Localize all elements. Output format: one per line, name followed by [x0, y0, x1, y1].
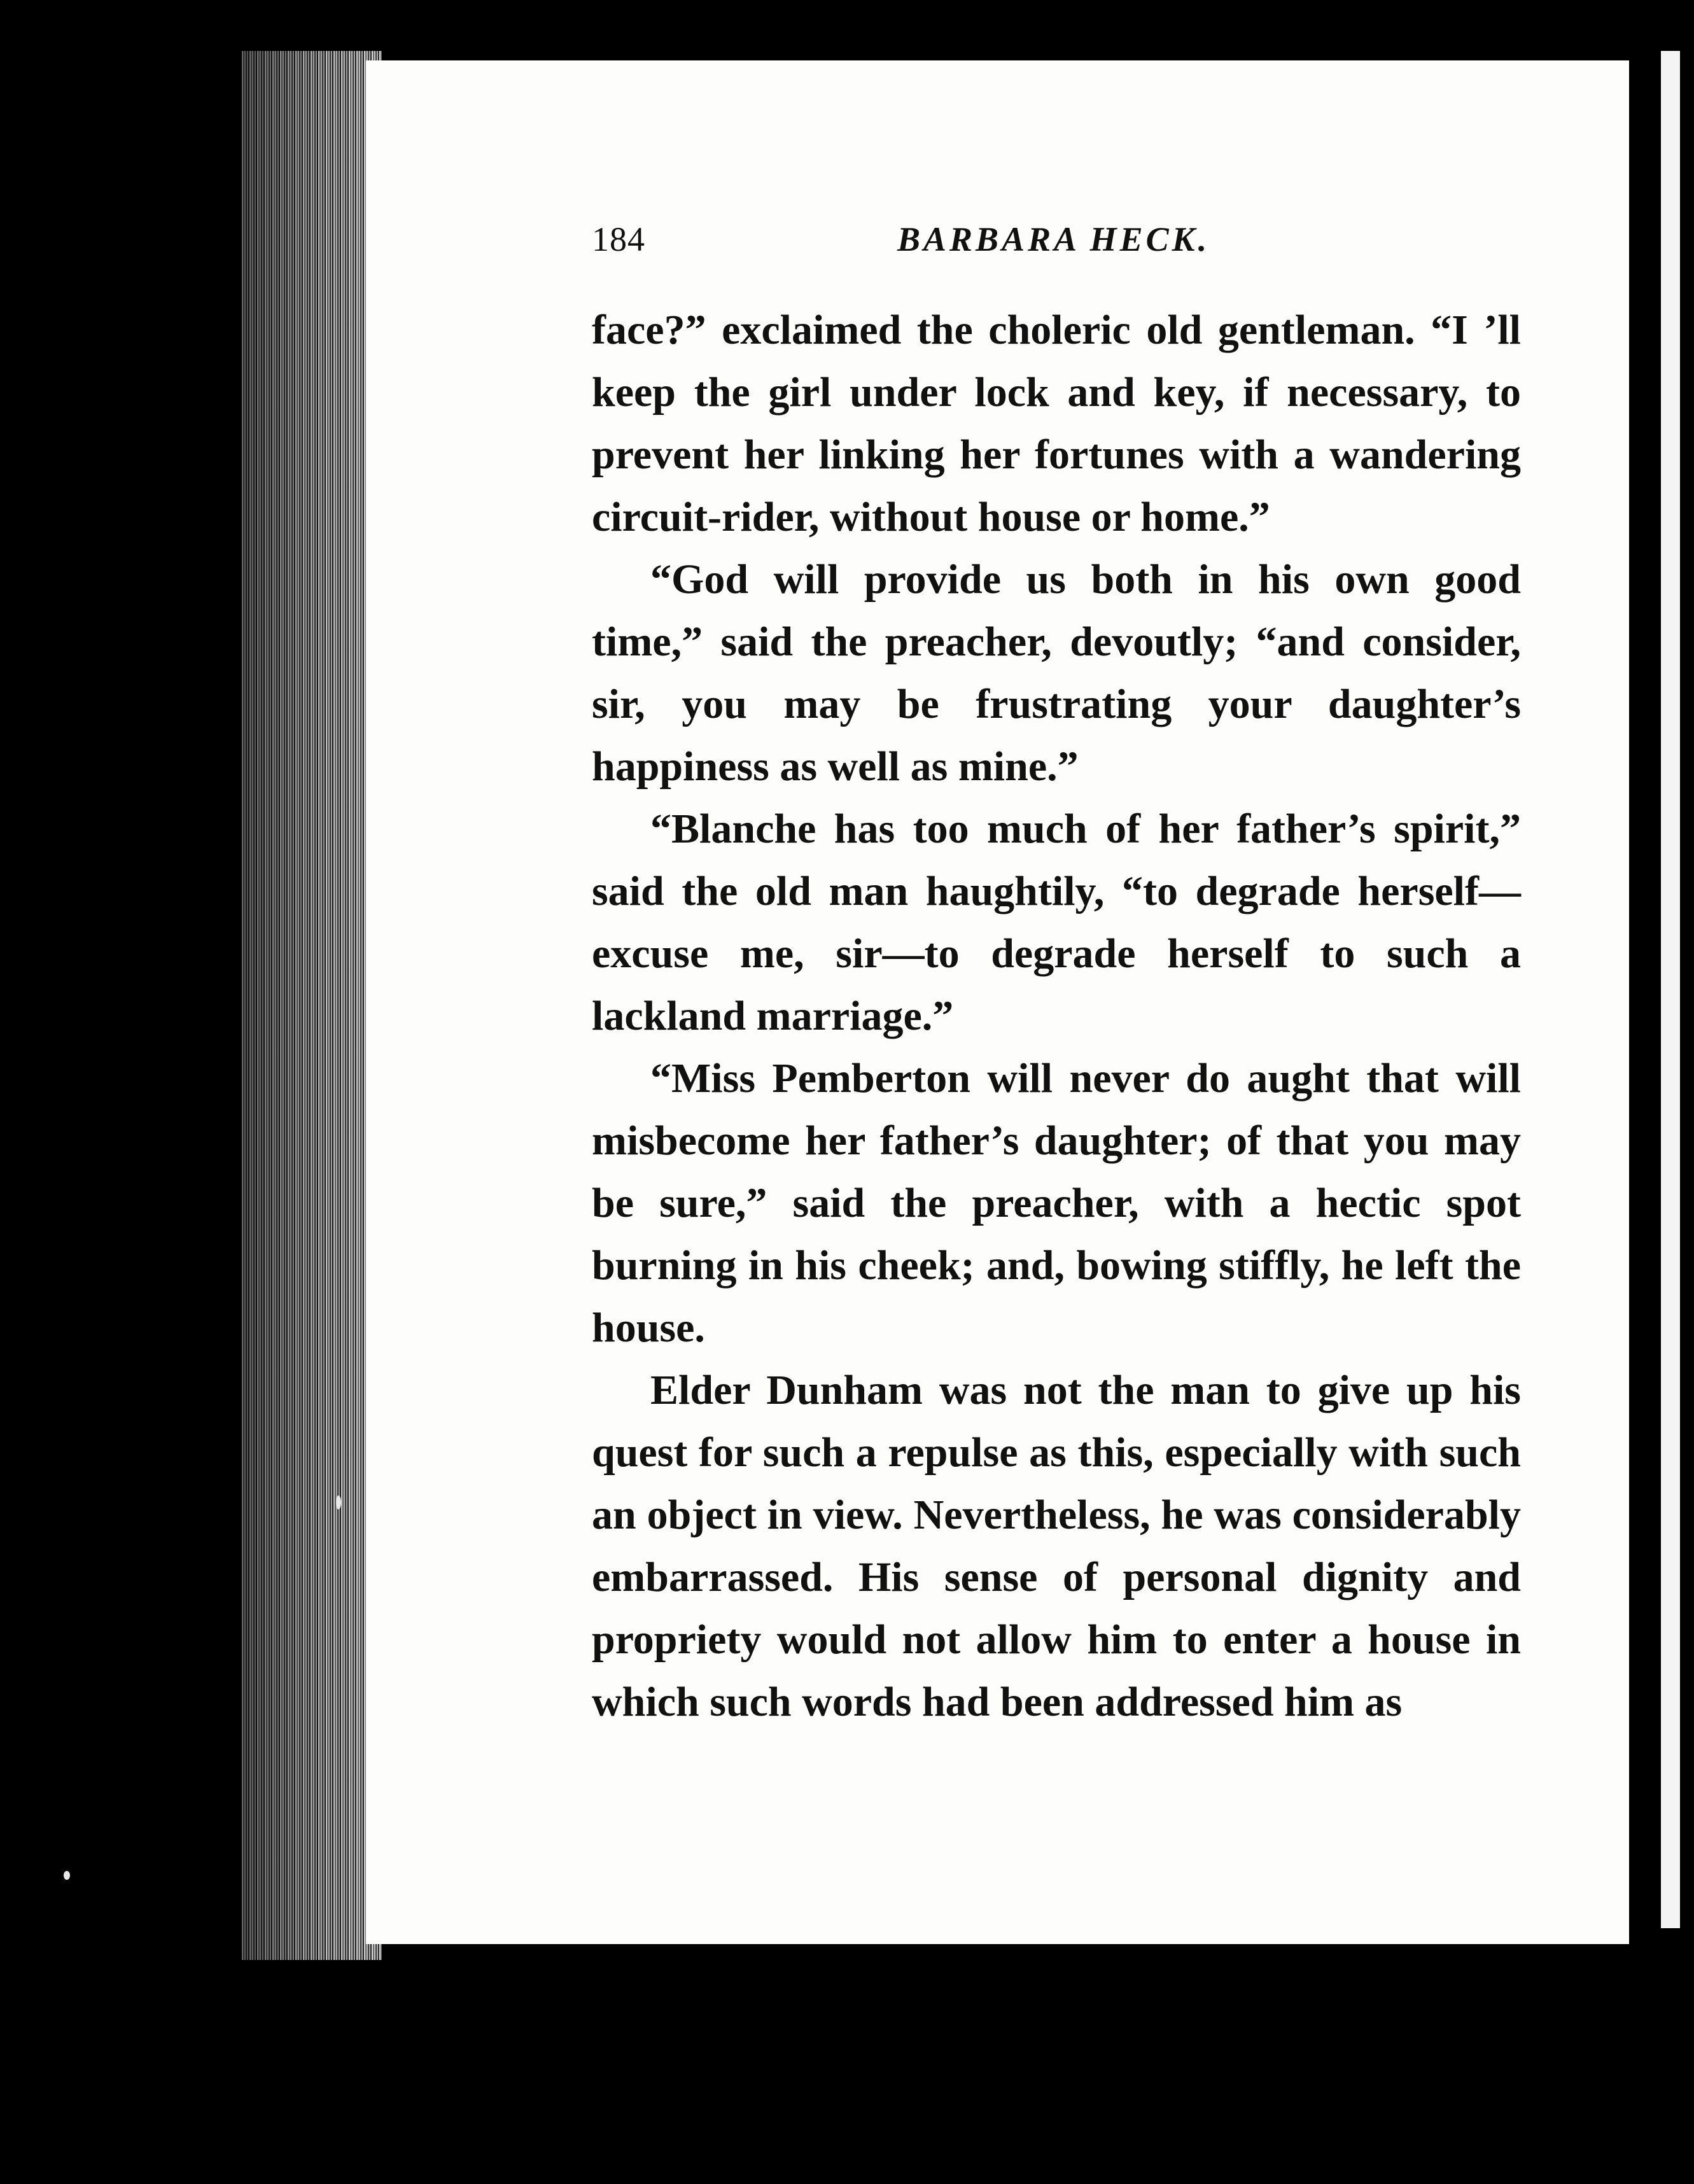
- page-edge-shadow: [242, 51, 382, 1960]
- facing-page-sliver: [1661, 51, 1680, 1928]
- paragraph: “God will provide us both in his own good time,” said the preacher, devoutly; “and consider, sir, you may be frustrating your daughter’s happiness as well as mine.”: [592, 556, 1521, 790]
- running-title: BARBARA HECK.: [897, 220, 1210, 258]
- scan-speck: [64, 1871, 70, 1880]
- paragraph: “Blanche has too much of her father’s spirit,” said the old man haughtily, “to degrade herself—excuse me, sir—to degrade herself to such a lackland marriage.”: [592, 806, 1521, 1039]
- running-head: [592, 220, 1521, 270]
- body-text: [592, 299, 1521, 1733]
- scan-speck: [336, 1495, 341, 1509]
- paragraph: face?” exclaimed the choleric old gentleman. “I ’ll keep the girl under lock and key, if necessary, to prevent her linking her fortunes with a wandering circuit-rider, without house or home.”: [592, 307, 1521, 540]
- paragraph: “Miss Pemberton will never do aught that will misbecome her father’s daughter; of that you may be sure,” said the preacher, with a hectic spot burning in his cheek; and, bowing stiffly, he left the house.: [592, 1055, 1521, 1351]
- paragraph: Elder Dunham was not the man to give up his quest for such a repulse as this, especially with such an object in view. Nevertheless, he was considerably embarrassed. His sense of personal dignity and propriety would not allow him to enter a house in which such words had been addressed him as: [592, 1367, 1521, 1725]
- page-number: 184: [592, 220, 645, 258]
